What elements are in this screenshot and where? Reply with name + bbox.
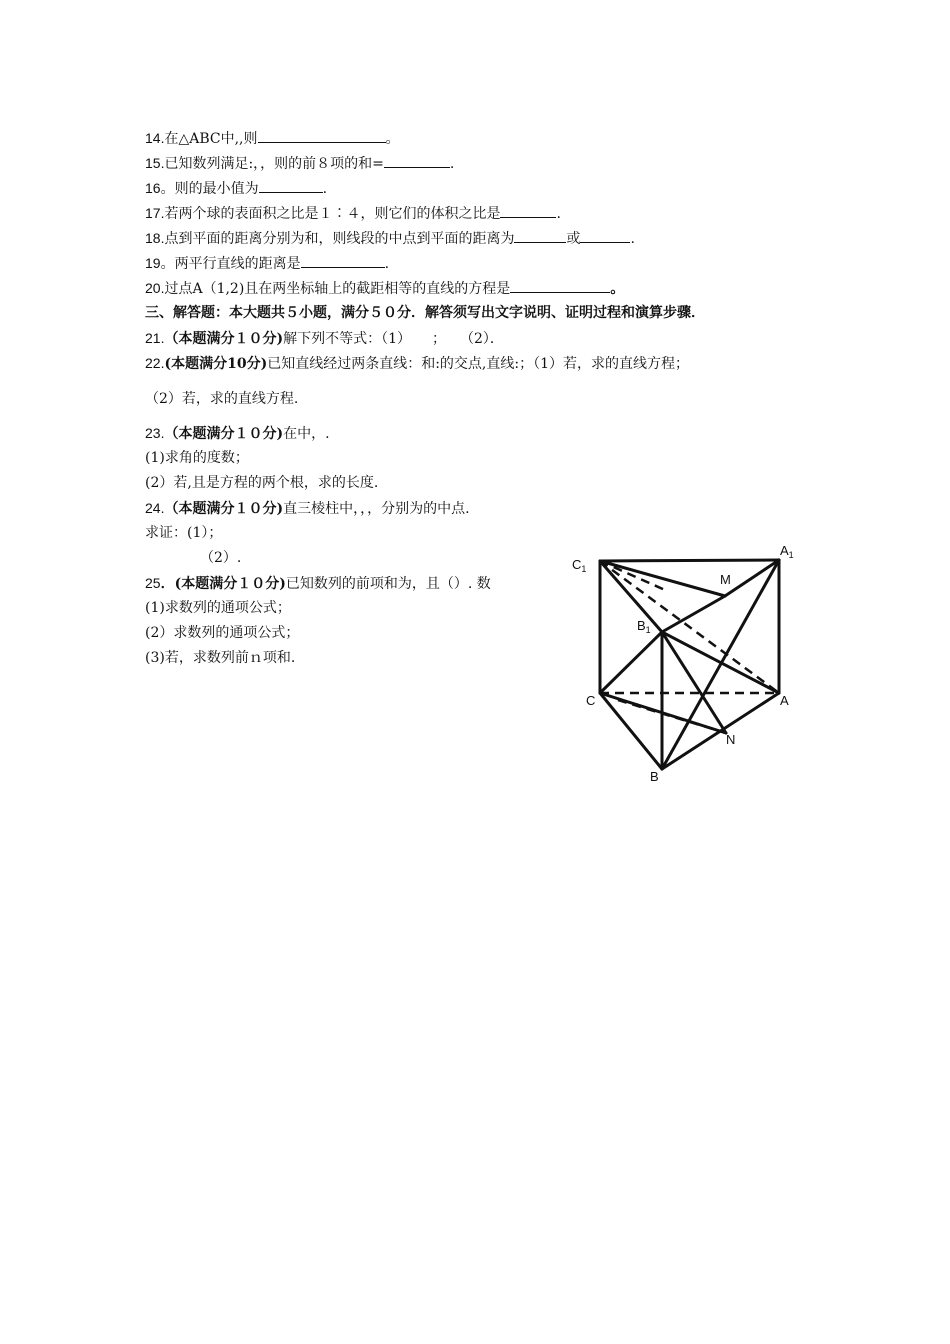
question-score: （本题满分１０分): [164, 426, 284, 442]
question-text: 若两个球的表面积之比是１∶４，则它们的体积之比是: [164, 206, 501, 222]
question-text: 点到平面的距离分别为和，则线段的中点到平面的距离为: [164, 231, 515, 247]
edge-b1-m: [662, 596, 725, 632]
question-score: （本题满分１０分): [164, 501, 284, 517]
question-21: [145, 329, 504, 348]
question-19: 19。两平行直线的距离是 .: [145, 255, 390, 272]
answer-blank[interactable]: [258, 129, 386, 143]
question-score: （本题满分１０分): [164, 331, 284, 347]
question-number: 22.: [145, 355, 165, 371]
question-text: 。则的最小值为: [160, 181, 259, 197]
question-23-part-2: (2）若,且是方程的两个根，求的长度.: [145, 475, 379, 491]
question-25-part-1: (1)求数列的通项公式；: [145, 600, 291, 616]
label-n: N: [726, 732, 736, 747]
answer-blank[interactable]: [384, 154, 450, 168]
question-number: 15.: [145, 155, 165, 171]
question-score: ．(本题满分１０分): [160, 576, 286, 592]
question-text: 在△ABC中,,则: [164, 131, 258, 147]
edge-c1-b1: [600, 561, 662, 632]
question-number: 25: [145, 575, 161, 591]
answer-blank[interactable]: [301, 254, 385, 268]
prism-figure: [560, 538, 810, 788]
question-number: 20.: [145, 280, 165, 296]
label-c: C: [586, 693, 596, 708]
edge-c-b1: [600, 632, 662, 693]
question-number: 16: [145, 180, 161, 196]
question-24: [145, 499, 470, 518]
label-c1: $C_1$: [572, 557, 587, 574]
question-text: 过点A（1,2)且在两坐标轴上的截距相等的直线的方程是: [164, 281, 511, 297]
question-22: [145, 354, 689, 373]
edge-c1-m: [600, 561, 725, 596]
question-25: [145, 574, 491, 593]
question-number: 18.: [145, 230, 165, 246]
answer-blank[interactable]: [259, 179, 323, 193]
question-text: 已知数列满足:，，则的前８项的和=: [164, 156, 384, 172]
question-24-part-1: 求证：(1）；: [145, 525, 223, 541]
answer-blank-2[interactable]: [580, 229, 630, 243]
label-a1: $A_1$: [780, 543, 794, 560]
label-a: A: [780, 693, 789, 708]
question-14: 14.在△ABC中,,则 。: [145, 130, 400, 147]
label-b: B: [650, 769, 659, 784]
question-22-part-2: （2）若，求的直线方程.: [145, 391, 299, 407]
question-number: 23.: [145, 425, 165, 441]
question-number: 17.: [145, 205, 165, 221]
answer-blank[interactable]: [500, 204, 556, 218]
label-m: M: [720, 572, 731, 587]
question-20: 20.过点A（1,2)且在两坐标轴上的截距相等的直线的方程是 。: [145, 280, 625, 297]
question-text: 直三棱柱中，，，分别为的中点.: [283, 501, 470, 517]
label-b1: $B_1$: [637, 618, 651, 635]
question-25-part-3: (3)若，求数列前ｎ项和.: [145, 650, 296, 666]
question-text: 在中，.: [283, 426, 330, 442]
edge-c1-a1: [600, 560, 779, 561]
edge-b1-a: [662, 632, 779, 693]
question-25-part-2: (2）求数列的通项公式；: [145, 625, 300, 641]
question-number: 24.: [145, 500, 165, 516]
question-number: 21.: [145, 330, 165, 346]
question-15: 15.已知数列满足:，，则的前８项的和= .: [145, 155, 455, 172]
question-16: 16。则的最小值为 .: [145, 180, 328, 197]
answer-blank-1[interactable]: [514, 229, 566, 243]
answer-blank[interactable]: [510, 279, 610, 293]
question-text: 。两平行直线的距离是: [160, 256, 301, 272]
question-18: 18.点到平面的距离分别为和，则线段的中点到平面的距离为 或 .: [145, 230, 635, 247]
question-text: 已知直线经过两条直线：和:的交点,直线:；（1）若，求的直线方程；: [267, 356, 689, 372]
question-number: 14.: [145, 130, 165, 146]
question-text: 已知数列的前项和为，且（）. 数: [285, 576, 491, 592]
edge-a1-b: [662, 560, 779, 769]
question-23: [145, 424, 330, 443]
question-24-part-2: （2）.: [200, 550, 242, 566]
question-text: 解下列不等式：（1） ； （2）．: [283, 331, 504, 347]
question-17: 17.若两个球的表面积之比是１∶４，则它们的体积之比是 .: [145, 205, 561, 222]
edge-a1-m: [725, 560, 779, 596]
question-score: (本题满分10分): [164, 356, 268, 372]
question-23-part-1: (1)求角的度数；: [145, 450, 249, 466]
question-number: 19: [145, 255, 161, 271]
section-three-heading: 三、解答题：本大题共５小题，满分５０分．解答须写出文字说明、证明过程和演算步骤．: [145, 305, 705, 321]
